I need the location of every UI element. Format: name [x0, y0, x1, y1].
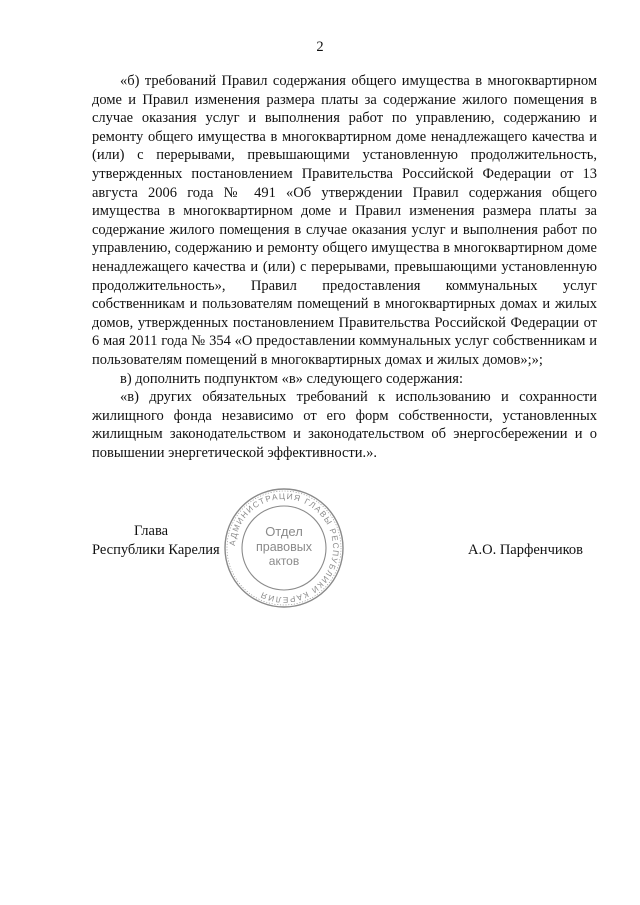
- signatory-title: [92, 522, 242, 559]
- paragraph-b-requirements: «б) требований Правил содержания общего имущества в многоквартирном доме и Правил изменения размера платы за содержание жилого помещения в случае оказания услуг и выполнения работ по управлению, содержанию и ремонту общего имущества в многоквартирном доме ненадлежащего качества и (или) с перерывами, превышающими установленную продолжительность, утвержденных постановлением Правительства Российской Федерации от 13 августа 2006 года № 491 «Об утверждении Правил содержания общего имущества в многоквартирном доме и Правил изменения размера платы за содержание жилого помещения в случае оказания услуг и выполнения работ по управлению, содержанию и ремонту общего имущества в многоквартирном доме ненадлежащего качества и (или) с перерывами, превышающими установленную продолжительность», Правил предоставления коммунальных услуг собственникам и пользователям помещений в многоквартирных домах и жилых домов, утвержденных постановлением Правительства Российской Федерации от 6 мая 2011 года № 354 «О предоставлении коммунальных услуг собственникам и пользователям помещений в многоквартирных домах и жилых домов»;»;: [92, 73, 597, 368]
- signatory-name: А.О. Парфенчиков: [468, 542, 584, 558]
- stamp-center-line2: правовых: [256, 540, 312, 554]
- signatory-title-line2: Республики Карелия: [92, 541, 220, 558]
- paragraph-v-requirements: «в) других обязательных требований к использованию и сохранности жилищного фонда независимо от его форм собственности, установленных жилищным законодательством и законодательством об энергосбережении и о повышении энергетической эффективности.».: [92, 389, 597, 461]
- page-number: 2: [316, 39, 324, 55]
- stamp-ring-text: АДМИНИСТРАЦИЯ ГЛАВЫ РЕСПУБЛИКИ КАРЕЛИЯ: [227, 491, 341, 605]
- stamp-center-line1: Отдел: [265, 524, 303, 539]
- signatory-title-line1: Глава: [134, 523, 169, 539]
- official-stamp: [222, 486, 346, 610]
- paragraph-v-amendment: в) дополнить подпунктом «в» следующего содержания:: [120, 370, 464, 387]
- stamp-center-line3: актов: [268, 554, 300, 568]
- document-body: [92, 72, 597, 462]
